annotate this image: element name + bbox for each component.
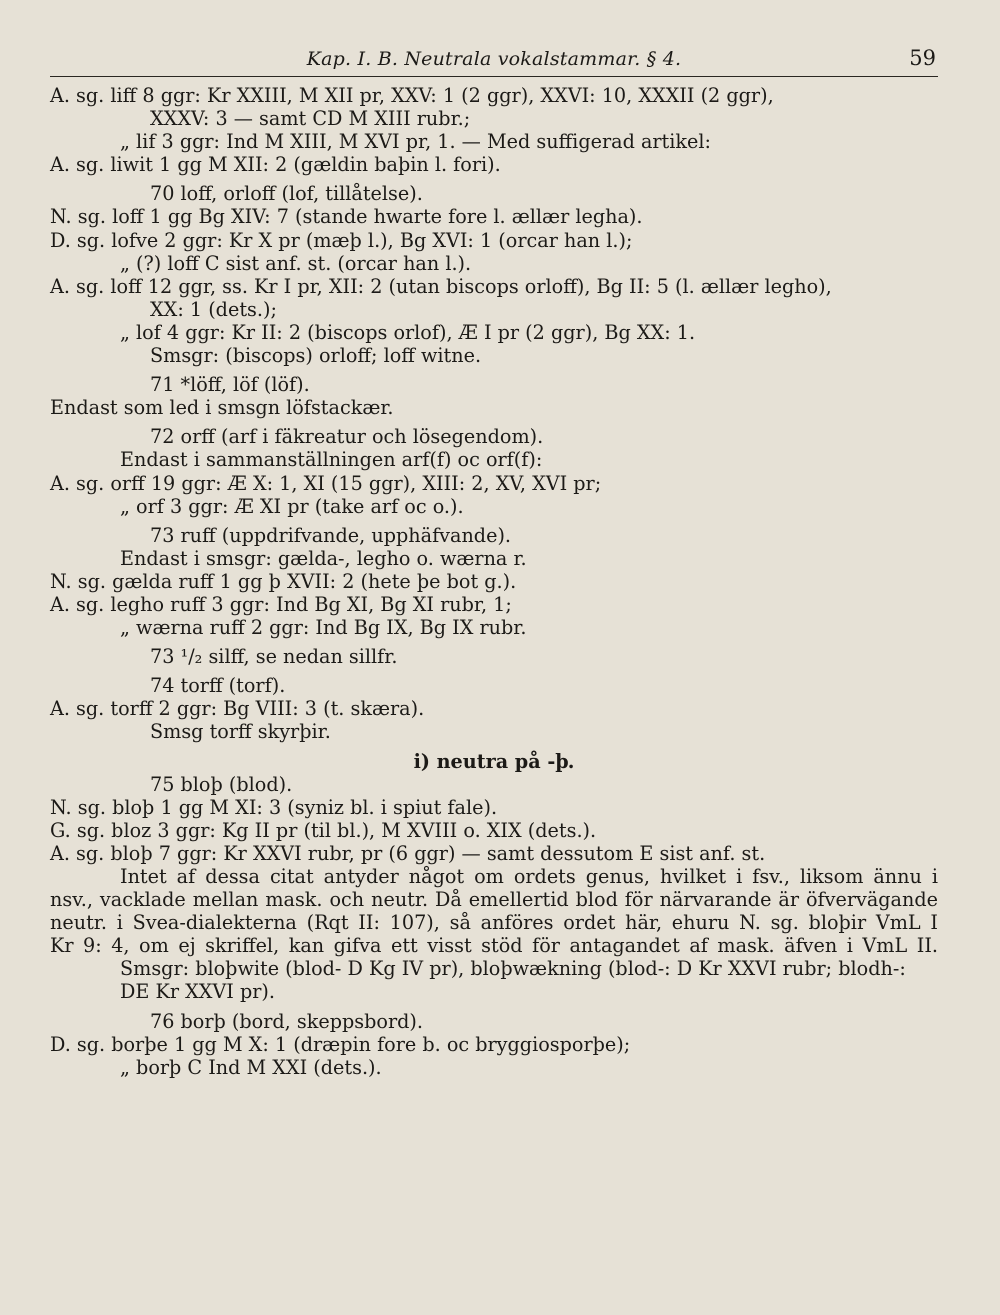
text-line: 76 borþ (bord, skeppsbord). xyxy=(150,1009,423,1033)
text-line: 72 orff (arf i fäkreatur och lösegendom). xyxy=(150,425,544,449)
section-heading: i) neutra på -þ. xyxy=(413,749,575,773)
text-line: N. sg. gælda ruff 1 gg þ XVII: 2 (hete þe bot g.). xyxy=(50,569,517,593)
page-body xyxy=(50,84,938,1079)
text-line: A. sg. legho ruff 3 ggr: Ind Bg XI, Bg XI rubr, 1; xyxy=(50,592,512,616)
text-line: 75 bloþ (blod). xyxy=(150,772,293,796)
running-header xyxy=(50,46,938,77)
text-line: Smsg torff skyrþir. xyxy=(150,720,331,744)
text-line: N. sg. bloþ 1 gg M XI: 3 (syniz bl. i spiut fale). xyxy=(50,795,498,819)
text-line: DE Kr XXVI pr). xyxy=(120,980,275,1004)
text-line: A. sg. liwit 1 gg M XII: 2 (gældin baþin l. fori). xyxy=(50,153,501,177)
text-line: N. sg. loff 1 gg Bg XIV: 7 (stande hwarte fore l. ællær legha). xyxy=(50,205,643,229)
text-line: 70 loff, orloff (lof, tillåtelse). xyxy=(150,182,423,206)
text-line: 74 torff (torf). xyxy=(150,674,286,698)
text-line: Smsgr: (biscops) orloff; loff witne. xyxy=(150,344,482,368)
chapter-title: Kap. I. B. Neutrala vokalstammar. § 4. xyxy=(306,48,682,70)
text-line: „ lof 4 ggr: Kr II: 2 (biscops orlof), Æ I pr (2 ggr), Bg XX: 1. xyxy=(120,320,696,344)
text-line: Endast i sammanställningen arf(f) oc orf(f): xyxy=(120,448,543,472)
text-line: „ (?) loff C sist anf. st. (orcar han l.). xyxy=(120,251,472,275)
text-line: „ borþ C Ind M XXI (dets.). xyxy=(120,1055,382,1079)
text-line: Endast i smsgr: gælda-, legho o. wærna r. xyxy=(120,546,527,570)
text-line: 71 *löff, löf (löf). xyxy=(150,373,310,397)
text-line: G. sg. bloz 3 ggr: Kg II pr (til bl.), M XVIII o. XIX (dets.). xyxy=(50,818,597,842)
text-line: „ lif 3 ggr: Ind M XIII, M XVI pr, 1. — Med suffigerad artikel: xyxy=(120,130,711,154)
text-line: Intet af dessa citat antyder något om ordets genus, hvilket i fsv., liksom ännu i xyxy=(120,865,938,888)
text-line: A. sg. orff 19 ggr: Æ X: 1, XI (15 ggr), XIII: 2, XV, XVI pr; xyxy=(50,471,602,495)
text-line: A. sg. liff 8 ggr: Kr XXIII, M XII pr, XXV: 1 (2 ggr), XXVI: 10, XXXII (2 ggr), xyxy=(50,84,774,107)
text-line: XX: 1 (dets.); xyxy=(150,297,277,321)
text-line: A. sg. bloþ 7 ggr: Kr XXVI rubr, pr (6 ggr) — samt dessutom E sist anf. st. xyxy=(50,841,766,865)
text-line: A. sg. torff 2 ggr: Bg VIII: 3 (t. skæra). xyxy=(50,697,425,721)
text-line: 73 ruff (uppdrifvande, upphäfvande). xyxy=(150,523,512,547)
text-line: D. sg. lofve 2 ggr: Kr X pr (mæþ l.), Bg XVI: 1 (orcar han l.); xyxy=(50,228,633,252)
text-line: A. sg. loff 12 ggr, ss. Kr I pr, XII: 2 (utan biscops orloff), Bg II: 5 (l. ællær legho), xyxy=(50,274,832,298)
text-line: nsv., vacklade mellan mask. och neutr. Då emellertid blod för närvarande är öfvervägande xyxy=(50,888,938,912)
text-line: Kr 9: 4, om ej skriffel, kan gifva ett visst stöd för antagandet af mask. äfven i VmL II. xyxy=(50,934,938,958)
page-number: 59 xyxy=(909,46,936,70)
text-line: D. sg. borþe 1 gg M X: 1 (dræpin fore b. oc bryggiosporþe); xyxy=(50,1032,631,1056)
text-line: „ orf 3 ggr: Æ XI pr (take arf oc o.). xyxy=(120,494,464,518)
text-line: Smsgr: bloþwite (blod- D Kg IV pr), bloþwækning (blod-: D Kr XXVI rubr; blodh-: xyxy=(120,957,906,981)
text-line: 73 ¹/₂ silff, se nedan sillfr. xyxy=(150,645,398,669)
text-line: „ wærna ruff 2 ggr: Ind Bg IX, Bg IX rubr. xyxy=(120,616,527,640)
text-line: XXXV: 3 — samt CD M XIII rubr.; xyxy=(150,107,471,131)
text-line: neutr. i Svea-dialekterna (Rqt II: 107), så anföres ordet här, ehuru N. sg. bloþir VmL I xyxy=(50,911,938,935)
text-line: Endast som led i smsgn löfstackær. xyxy=(50,396,394,420)
